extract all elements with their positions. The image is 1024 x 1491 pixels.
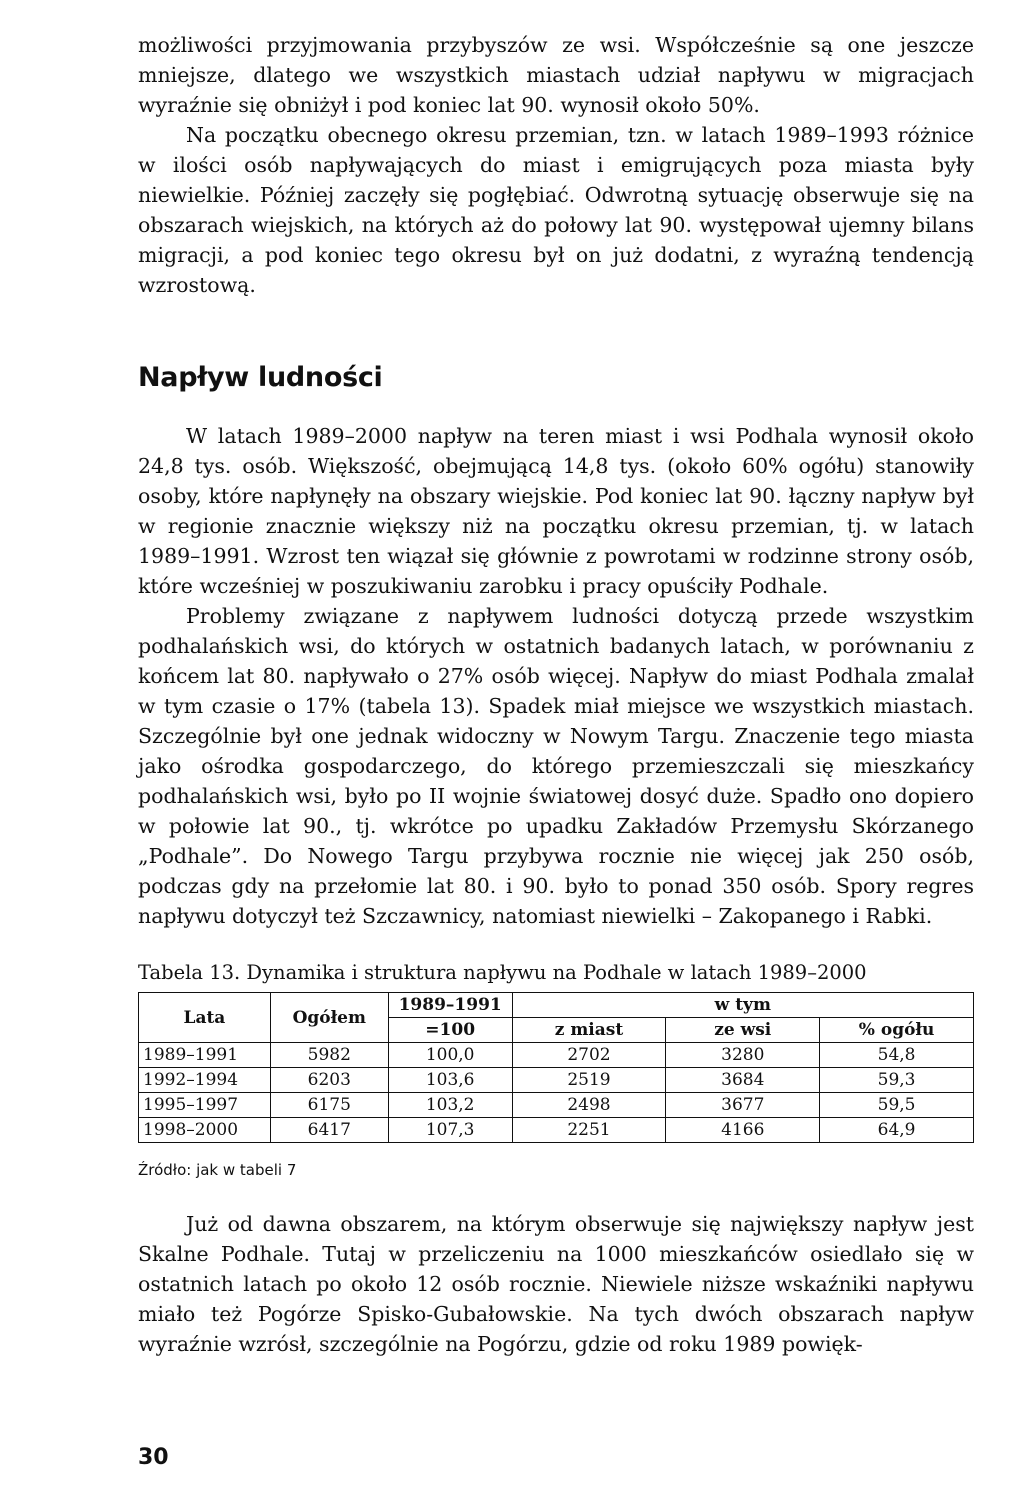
table-caption: Tabela 13. Dynamika i struktura napływu na Podhale w latach 1989–2000 — [138, 961, 867, 984]
table-header-row — [139, 993, 974, 1018]
cell-pct: 59,3 — [820, 1068, 974, 1093]
inflow-table — [138, 992, 974, 1143]
paragraph-continuation: możliwości przyjmowania przybyszów ze wsi. Współcześnie są one jeszcze mniejsze, dlatego we wszystkich miastach udział napływu w migracjach wyraźnie się obniżył i pod koniec lat 90. wynosił około 50%. — [138, 33, 974, 117]
cell-lata: 1989–1991 — [139, 1043, 271, 1068]
cell-ze-wsi: 3684 — [666, 1068, 820, 1093]
header-group: w tym — [512, 993, 973, 1018]
cell-index: 107,3 — [388, 1118, 512, 1143]
page-number: 30 — [138, 1445, 169, 1470]
cell-pct: 64,9 — [820, 1118, 974, 1143]
cell-ze-wsi: 3280 — [666, 1043, 820, 1068]
cell-ze-wsi: 4166 — [666, 1118, 820, 1143]
cell-lata: 1995–1997 — [139, 1093, 271, 1118]
cell-z-miast: 2519 — [512, 1068, 666, 1093]
cell-pct: 54,8 — [820, 1043, 974, 1068]
header-pct: % ogółu — [820, 1018, 974, 1043]
cell-index: 103,2 — [388, 1093, 512, 1118]
section-heading: Napływ ludności — [138, 362, 383, 393]
table-row — [139, 1118, 974, 1143]
cell-ogolem: 6175 — [270, 1093, 388, 1118]
paragraph-migration-balance: Na początku obecnego okresu przemian, tzn. w latach 1989–1993 różnice w ilości osób napływających do miast i emigrujących poza miasta były niewielkie. Później zaczęły się pogłębiać. Odwrotną sytuację obserwuje się na obszarach wiejskich, na których aż do połowy lat 90. występował ujemny bilans migracji, a pod koniec tego okresu był on już dodatni, z wyraźną tendencją wzrostową. — [138, 123, 974, 297]
header-ze-wsi: ze wsi — [666, 1018, 820, 1043]
header-lata: Lata — [139, 993, 271, 1043]
cell-pct: 59,5 — [820, 1093, 974, 1118]
paragraph-inflow-overview: W latach 1989–2000 napływ na teren miast i wsi Podhala wynosił około 24,8 tys. osób. Większość, obejmującą 14,8 tys. (około 60% ogółu) stanowiły osoby, które napłynęły na obszary wiejskie. Pod koniec lat 90. łączny napływ był w regionie znacznie większy niż na początku okresu przemian, tj. w latach 1989–1991. Wzrost ten wiązał się głównie z powrotami w rodzinne strony osób, które wcześniej w poszukiwaniu zarobku i pracy opuściły Podhale. — [138, 424, 974, 598]
header-index-top: 1989–1991 — [388, 993, 512, 1018]
paragraph-skalne-podhale: Już od dawna obszarem, na którym obserwuje się największy napływ jest Skalne Podhale. Tutaj w przeliczeniu na 1000 mieszkańców osiedlało się w ostatnich latach po około 12 osób rocznie. Niewiele niższe wskaźniki napływu miało też Pogórze Spisko-Gubałowskie. Na tych dwóch obszarach napływ wyraźnie wzrósł, szczególnie na Pogórzu, gdzie od roku 1989 powięk- — [138, 1212, 974, 1356]
cell-z-miast: 2702 — [512, 1043, 666, 1068]
cell-ogolem: 6203 — [270, 1068, 388, 1093]
header-z-miast: z miast — [512, 1018, 666, 1043]
cell-index: 100,0 — [388, 1043, 512, 1068]
cell-ogolem: 6417 — [270, 1118, 388, 1143]
cell-ogolem: 5982 — [270, 1043, 388, 1068]
cell-lata: 1992–1994 — [139, 1068, 271, 1093]
paragraph-inflow-problems: Problemy związane z napływem ludności dotyczą przede wszystkim podhalańskich wsi, do których w ostatnich badanych latach, w porównaniu z końcem lat 80. napływało o 27% osób więcej. Napływ do miast Podhala zmalał w tym czasie o 17% (tabela 13). Spadek miał miejsce we wszystkich miastach. Szczególnie był one jednak widoczny w Nowym Targu. Znaczenie tego miasta jako ośrodka gospodarczego, do którego przemieszczali się mieszkańcy podhalańskich wsi, było po II wojnie światowej dosyć duże. Spadło ono dopiero w połowie lat 90., tj. wkrótce po upadku Zakładów Przemysłu Skórzanego „Podhale”. Do Nowego Targu przybywa rocznie nie więcej jak 250 osób, podczas gdy na przełomie lat 80. i 90. było to ponad 350 osób. Spory regres napływu dotyczył też Szczawnicy, natomiast niewielki – Zakopanego i Rabki. — [138, 604, 974, 928]
header-index-bottom: =100 — [388, 1018, 512, 1043]
cell-index: 103,6 — [388, 1068, 512, 1093]
header-ogolem: Ogółem — [270, 993, 388, 1043]
page-content — [138, 30, 974, 1359]
table-row — [139, 1043, 974, 1068]
cell-z-miast: 2498 — [512, 1093, 666, 1118]
table-row — [139, 1093, 974, 1118]
cell-lata: 1998–2000 — [139, 1118, 271, 1143]
cell-z-miast: 2251 — [512, 1118, 666, 1143]
source-note: Źródło: jak w tabeli 7 — [138, 1161, 297, 1179]
table-row — [139, 1068, 974, 1093]
cell-ze-wsi: 3677 — [666, 1093, 820, 1118]
